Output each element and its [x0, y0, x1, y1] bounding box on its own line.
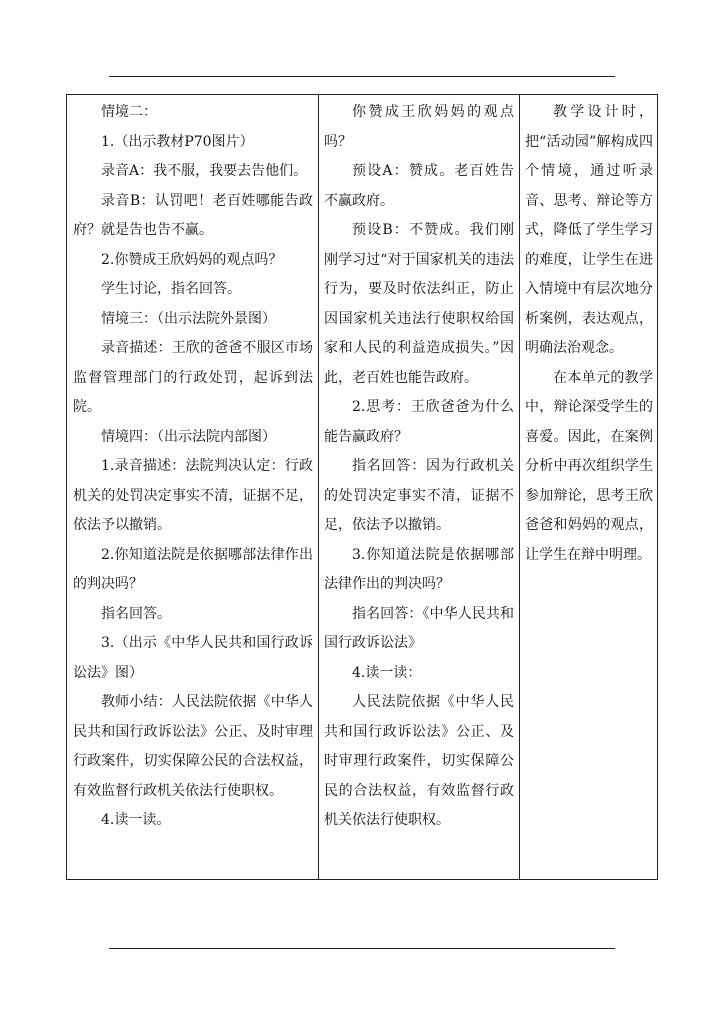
paragraph: 3.你知道法院是依据哪部法律作出的判决吗？ [324, 546, 514, 592]
paragraph: 预设A：赞成。老百姓告不赢政府。 [324, 163, 514, 209]
header-rule [109, 76, 615, 77]
paragraph: 2.你赞成王欣妈妈的观点吗？ [101, 251, 283, 268]
student-activity-column [324, 98, 514, 836]
paragraph: 录音B：认罚吧！老百姓哪能告政府？就是告也告不赢。 [73, 192, 313, 238]
teaching-process-column [73, 98, 313, 836]
paragraph: 教师小结：人民法院依据《中华人民共和国行政诉讼法》公正、及时审理行政案件，切实保障公民的合法权益，有效监督行政机关依法行使职权。 [73, 694, 313, 799]
paragraph: 情境三：（出示法院外景图） [101, 310, 276, 327]
paragraph: 指名回答：因为行政机关的处罚决定事实不清，证据不足，依法予以撤销。 [324, 458, 514, 533]
paragraph: 录音A：我不服，我要去告他们。 [101, 163, 308, 179]
paragraph: 情境二： [101, 104, 157, 120]
paragraph: 学生讨论，指名回答。 [101, 281, 241, 297]
paragraph: 录音描述：王欣的爸爸不服区市场监督管理部门的行政处罚，起诉到法院。 [73, 340, 313, 415]
paragraph: 预设B：不赞成。我们刚刚学习过“对于国家机关的违法行为，要及时依法纠正，防止因国家机关违法行使职权给国家和人民的利益造成损失。”因此，老百姓也能告政府。 [324, 222, 514, 386]
lesson-table [66, 94, 658, 880]
paragraph: 指名回答：《中华人民共和国行政诉讼法》 [324, 605, 514, 651]
paragraph: 在本单元的教学中，辩论深受学生的喜爱。因此，在案例分析中再次组织学生参加辩论，思考王欣爸爸和妈妈的观点，让学生在辩中明理。 [525, 369, 653, 563]
design-intent-column [525, 98, 653, 570]
paragraph: 你赞成王欣妈妈的观点吗？ [324, 104, 514, 150]
paragraph: 3.（出示《中华人民共和国行政诉讼法》图） [73, 635, 313, 681]
paragraph: 1.（出示教材P70图片） [101, 133, 254, 150]
paragraph: 1.录音描述：法院判决认定：行政机关的处罚决定事实不清，证据不足，依法予以撤销。 [73, 458, 313, 533]
paragraph: 4.读一读。 [101, 812, 171, 828]
paragraph: 情境四：（出示法院内部图） [101, 428, 276, 445]
paragraph: 人民法院依据《中华人民共和国行政诉讼法》公正、及时审理行政案件，切实保障公民的合法权益，有效监督行政机关依法行使职权。 [324, 694, 514, 828]
paragraph: 2.思考：王欣爸爸为什么能告赢政府？ [324, 399, 514, 445]
paragraph: 指名回答。 [101, 605, 171, 622]
paragraph: 2.你知道法院是依据哪部法律作出的判决吗？ [73, 546, 313, 592]
paragraph: 4.读一读： [352, 664, 422, 681]
footer-rule [109, 948, 615, 949]
column-divider-2 [519, 95, 520, 879]
column-divider-1 [318, 95, 319, 879]
paragraph: 教学设计时，把“活动园”解构成四个情境，通过听录音、思考、辩论等方式，降低了学生学习的难度，让学生在进入情境中有层次地分析案例，表达观点，明确法治观念。 [525, 104, 653, 356]
